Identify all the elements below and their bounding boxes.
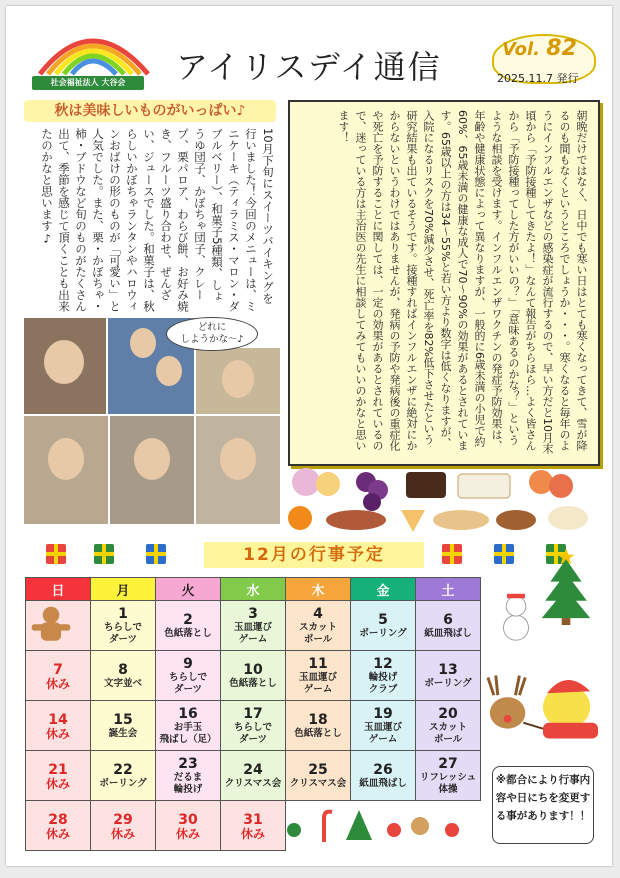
day-number: 8 xyxy=(118,661,128,678)
weekday-fri: 金 xyxy=(351,578,416,601)
schedule-heading-bar xyxy=(46,542,586,568)
day-event: 玉皿運び ゲーム xyxy=(363,721,402,745)
calendar-day-cell xyxy=(351,651,416,701)
day-number: 3 xyxy=(248,605,258,622)
rainbow-logo xyxy=(20,12,165,82)
day-event: 休み xyxy=(45,726,70,741)
day-number: 22 xyxy=(113,761,133,778)
calendar-day-cell xyxy=(221,651,286,701)
calendar-day-cell xyxy=(26,751,91,801)
day-number: 29 xyxy=(113,811,133,828)
flu-article: 朝晩だけではなく、日中でも寒い日はとても寒くなってきて、雪が降るのも間もなくというところでしょうか・・・。寒くなると毎年のようにインフルエンザなどの感染症が流行するので、早い方だと10月末頃から「予防接種してきたよ！」なんて報告がちらほら…よく皆さんから「予防接種ってした方がいいの？」「意味あるのかな？」というような相談を受けます。インフルエンザワクチンの発症予防効果は、年齢や健康状態によって異なりますが、一般的に6歳未満の小児で約60%、65歳未満の健康な成人で70～90%の効果があるとされています。65歳以上の方は34～55%と若い方より数字は低くなりますが、入院になるリスクを70%減少させ、死亡率を82%低下させたという研究結果も出ているそうです。接種すればインフルエンザに絶対にかからないというわけではありませんが、発病の予防や発病後の重症化や死亡を予防することに関しては、一定の効果があるとされているので、迷っている方は主治医の先生に相談してみてもいいのかなと思います！ xyxy=(337,110,588,454)
calendar-day-cell xyxy=(156,801,221,851)
gift-icon xyxy=(494,544,514,564)
calendar-day-cell xyxy=(286,601,351,651)
calendar-day-cell xyxy=(221,751,286,801)
weekday-sat: 土 xyxy=(416,578,481,601)
weekday-header xyxy=(26,578,481,601)
day-event: リフレッシュ 体操 xyxy=(419,771,477,795)
photo xyxy=(110,416,194,524)
day-number: 13 xyxy=(438,661,458,678)
day-number: 10 xyxy=(243,661,263,678)
day-event: ちらしで ダーツ xyxy=(233,721,272,745)
day-number: 15 xyxy=(113,711,133,728)
photo xyxy=(24,416,108,524)
day-number: 24 xyxy=(243,761,263,778)
day-event: お手玉 飛ばし（足） xyxy=(159,721,217,745)
calendar-day-cell xyxy=(26,651,91,701)
day-number: 14 xyxy=(48,711,68,728)
calendar-day-cell xyxy=(156,751,221,801)
gift-icon xyxy=(94,544,114,564)
calendar-day-cell xyxy=(91,601,156,651)
day-event: 誕生会 xyxy=(108,727,138,739)
calendar-day-cell xyxy=(26,701,91,751)
day-event: ボーリング xyxy=(424,677,472,689)
calendar-day-cell xyxy=(156,701,221,751)
day-event: 休み xyxy=(175,826,200,841)
calendar-day-cell xyxy=(286,701,351,751)
calendar-day-cell xyxy=(91,701,156,751)
calendar-day-cell xyxy=(351,751,416,801)
day-number: 28 xyxy=(48,811,68,828)
day-event: 玉皿運び ゲーム xyxy=(298,671,337,695)
day-number: 11 xyxy=(308,655,328,672)
day-event: 休み xyxy=(45,776,70,791)
day-number: 30 xyxy=(178,811,198,828)
day-number: 1 xyxy=(118,605,128,622)
day-event: クリスマス会 xyxy=(224,777,282,789)
speech-bubble: どれに しようかな～♪ xyxy=(166,317,258,351)
calendar-day-cell xyxy=(351,701,416,751)
day-number: 2 xyxy=(183,611,193,628)
event-photos xyxy=(24,318,280,524)
day-number: 25 xyxy=(308,761,328,778)
weekday-wed: 水 xyxy=(221,578,286,601)
calendar-day-cell xyxy=(156,601,221,651)
day-event: 休み xyxy=(45,676,70,691)
calendar-day-cell xyxy=(351,601,416,651)
day-number: 12 xyxy=(373,655,393,672)
day-event: 休み xyxy=(240,826,265,841)
volume-label: Vol. 82 xyxy=(502,36,577,61)
gift-icon xyxy=(146,544,166,564)
day-number: 4 xyxy=(313,605,323,622)
gift-icon xyxy=(46,544,66,564)
christmas-tree-icon xyxy=(540,546,592,626)
calendar-day-cell xyxy=(286,751,351,801)
day-event: 色紙落とし xyxy=(164,627,212,639)
calendar-day-cell xyxy=(221,801,286,851)
day-number: 20 xyxy=(438,705,458,722)
calendar-day-cell xyxy=(26,801,91,851)
day-event: 色紙落とし xyxy=(229,677,277,689)
newsletter-page xyxy=(6,6,612,866)
day-event: 文字並べ xyxy=(103,677,142,689)
day-number: 21 xyxy=(48,761,68,778)
day-number: 5 xyxy=(378,611,388,628)
gift-icon xyxy=(442,544,462,564)
logo-text: 社会福祉法人 大谷会 xyxy=(32,76,144,90)
gingerbread-icon xyxy=(28,604,74,650)
day-number: 19 xyxy=(373,705,393,722)
weekday-mon: 月 xyxy=(91,578,156,601)
calendar-week-row xyxy=(26,701,481,751)
newsletter-title: アイリスデイ通信 xyxy=(176,48,442,86)
calendar-day-cell xyxy=(416,751,481,801)
day-number: 7 xyxy=(53,661,63,678)
calendar-week-row xyxy=(26,651,481,701)
sweets-illustration xyxy=(286,462,596,534)
day-number: 6 xyxy=(443,611,453,628)
day-event: ボーリング xyxy=(99,777,147,789)
day-number: 17 xyxy=(243,705,263,722)
article-heading: 秋は美味しいものがいっぱい♪ xyxy=(24,100,276,122)
snowman-icon xyxy=(498,592,534,642)
day-event: 紙皿飛ばし xyxy=(359,777,407,789)
calendar-day-cell xyxy=(221,701,286,751)
day-event: 休み xyxy=(110,826,135,841)
day-event: 紙皿飛ばし xyxy=(424,627,472,639)
calendar-day-cell xyxy=(416,651,481,701)
calendar-day-cell xyxy=(416,601,481,651)
photo xyxy=(196,348,280,414)
day-event: だるま 輪投げ xyxy=(173,771,203,795)
day-number: 23 xyxy=(178,755,198,772)
day-event: 玉皿運び ゲーム xyxy=(233,621,272,645)
calendar-day-cell xyxy=(286,651,351,701)
day-number: 31 xyxy=(243,811,263,828)
day-event: ちらしで ダーツ xyxy=(168,671,207,695)
weekday-tue: 火 xyxy=(156,578,221,601)
sweets-article: 10月下旬にスイーツバイキングを行いました！今回のメニューは、ミニケーキ（ティラミス・マロン・ダブルベリー）、和菓子5種類、しょうゆ団子、かぼちゃ団子、クレープ、栗パロア、わらび餅、お好み焼き、フルーツ盛り合わせ、ぜんざい、ジュースでした。和菓子は、秋らしいかぼちゃランタンやハロウィンおばけの形のものが「可愛い」と人気でした。また、栗・かぼちゃ・柿・ブドウなど旬のものがたくさん出て、季節を感じて頂くことも出来たのかなと思います♪ xyxy=(40,128,275,312)
photo xyxy=(196,416,280,524)
weekday-sun: 日 xyxy=(26,578,91,601)
calendar-day-cell xyxy=(91,801,156,851)
issue-date: 2025.11.7 発行 xyxy=(497,72,579,85)
day-event: ボーリング xyxy=(359,627,407,639)
photo xyxy=(24,318,106,414)
calendar-day-cell xyxy=(91,651,156,701)
day-event: 休み xyxy=(45,826,70,841)
schedule-title: 12月の行事予定 xyxy=(204,542,424,568)
day-event: 色紙落とし xyxy=(294,727,342,739)
day-event: ちらしで ダーツ xyxy=(103,621,142,645)
day-event: スカット ボール xyxy=(429,721,467,745)
day-event: 輪投げ クラブ xyxy=(368,671,398,695)
weekday-thu: 木 xyxy=(286,578,351,601)
calendar-day-cell xyxy=(91,751,156,801)
day-event: クリスマス会 xyxy=(289,777,347,789)
calendar-day-cell xyxy=(221,601,286,651)
schedule-change-note: ※都合により行事内容や日にちを変更する事があります！！ xyxy=(492,766,594,844)
calendar-week-row xyxy=(26,601,481,651)
day-number: 16 xyxy=(178,705,198,722)
day-number: 27 xyxy=(438,755,458,772)
day-number: 26 xyxy=(373,761,393,778)
calendar-day-cell xyxy=(416,701,481,751)
reindeer-sleigh-icon xyxy=(484,666,602,748)
ornaments-decoration xyxy=(284,806,484,846)
day-number: 9 xyxy=(183,655,193,672)
day-number: 18 xyxy=(308,711,328,728)
day-event: スカット ボール xyxy=(299,621,337,645)
calendar-week-row xyxy=(26,751,481,801)
calendar-day-cell xyxy=(156,651,221,701)
flu-notice-box xyxy=(288,100,600,466)
